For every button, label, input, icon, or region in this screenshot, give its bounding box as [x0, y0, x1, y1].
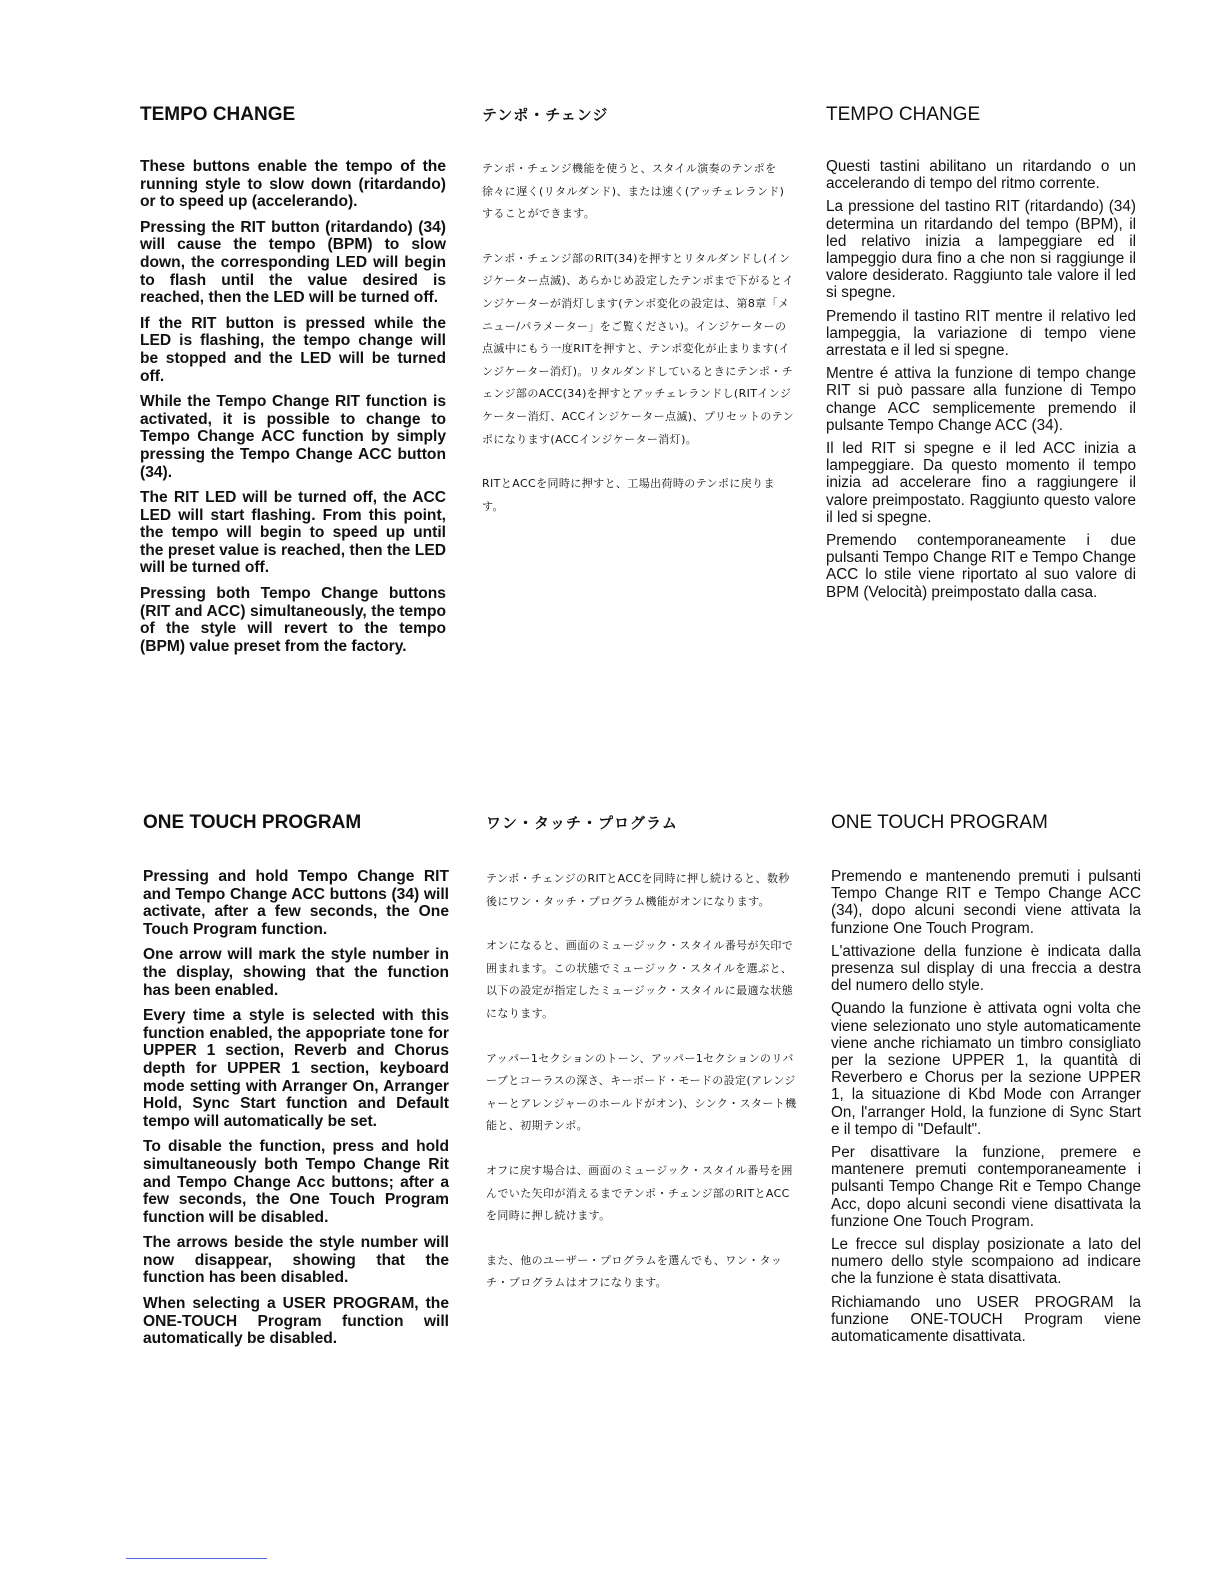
- paragraph: RITとACCを同時に押すと、工場出荷時のテンポに戻ります。: [482, 477, 775, 513]
- paragraph: テンポ・チェンジ部のRIT(34)を押すとリタルダンドし(インジケーター点滅)、あらかじめ設定したテンポまで下がるとインジケーターが消灯します(テンポ変化の設定は、第8章「メニュー/パラメーター」をご覧ください)。インジケーターの点滅中にもう一度RITを押すと、テンポ変化が止まります(インジケーター消灯)。リタルダンドしているときにテンポ・チェンジ部のACC(34)を押すとアッチェレランドし(RITインジケーター消灯、ACCインジケーター点滅)、プリセットのテンポになります(ACCインジケーター消灯)。: [482, 251, 794, 446]
- paragraph: Premendo contemporaneamente i due pulsanti Tempo Change RIT e Tempo Change ACC lo stile viene riportato al suo valore di BPM (Velocità) preimpostato dalla casa.: [826, 532, 1136, 601]
- tempo-change-japanese-column: [482, 100, 794, 540]
- paragraph: Questi tastini abilitano un ritardando o un accelerando di tempo del ritmo corrente.: [826, 158, 1136, 193]
- paragraph: These buttons enable the tempo of the running style to slow down (ritardando) or to speed up (accelerando).: [140, 158, 446, 211]
- one-touch-italian-column: [831, 808, 1141, 1351]
- paragraph: Premendo il tastino RIT mentre il relativo led lampeggia, la variazione di tempo viene arrestata e il led si spegne.: [826, 307, 1136, 360]
- paragraph: The RIT LED will be turned off, the ACC LED will start flashing. From this point, the tempo will begin to speed up until the preset value is reached, then the LED will be turned off.: [140, 489, 446, 577]
- section-heading: TEMPO CHANGE: [826, 104, 981, 125]
- section-heading: ONE TOUCH PROGRAM: [831, 812, 1048, 833]
- tempo-change-italian-column: [826, 100, 1136, 607]
- section-heading: テンポ・チェンジ: [482, 106, 609, 124]
- column-body: [482, 158, 794, 518]
- paragraph: While the Tempo Change RIT function is activated, it is possible to change to Tempo Change ACC function by simply pressing the Tempo Change ACC button (34).: [140, 393, 446, 481]
- paragraph: Premendo e mantenendo premuti i pulsanti Tempo Change RIT e Tempo Change ACC (34), dopo alcuni secondi viene attivata la funzione One Touch Program.: [831, 868, 1141, 937]
- section-heading: ONE TOUCH PROGRAM: [143, 812, 362, 833]
- column-body: [143, 868, 449, 1348]
- paragraph: テンポ・チェンジ機能を使うと、スタイル演奏のテンポを徐々に遅く(リタルダンド)、または速く(アッチェレランド)することができます。: [482, 162, 785, 221]
- paragraph: アッパー1セクションのトーン、アッパー1セクションのリバーブとコーラスの深さ、キーボード・モードの設定(アレンジャーとアレンジャーのホールドがオン)、シンク・スタート機能と、初期テンポ。: [486, 1051, 797, 1133]
- paragraph: One arrow will mark the style number in the display, showing that the function has been enabled.: [143, 946, 449, 999]
- one-touch-english-column: [143, 808, 449, 1356]
- paragraph: Mentre é attiva la funzione di tempo change RIT si può passare alla funzione di Tempo change ACC semplicemente premendo il pulsante Tempo Change ACC (34).: [826, 365, 1136, 434]
- paragraph: Every time a style is selected with this function enabled, the appopriate tone for UPPER 1 section, Reverb and Chorus depth for UPPER 1 section, keyboard mode setting with Arranger On, Arranger Hold, Sync Start function and Default tempo will automatically be set.: [143, 1007, 449, 1130]
- paragraph: テンポ・チェンジのRITとACCを同時に押し続けると、数秒後にワン・タッチ・プログラム機能がオンになります。: [486, 872, 790, 908]
- column-body: [486, 868, 798, 1295]
- column-body: [826, 158, 1136, 601]
- paragraph: オンになると、画面のミュージック・スタイル番号が矢印で囲まれます。この状態でミュージック・スタイルを選ぶと、以下の設定が指定したミュージック・スタイルに最適な状態になります。: [486, 939, 794, 1020]
- column-body: [831, 868, 1141, 1345]
- paragraph: Per disattivare la funzione, premere e mantenere premuti contemporaneamente i pulsanti Tempo Change Rit e Tempo Change Acc, dopo alcuni secondi viene disattivata la funzione One Touch Program.: [831, 1144, 1141, 1230]
- section-heading: ワン・タッチ・プログラム: [486, 814, 678, 832]
- paragraph: Quando la funzione è attivata ogni volta che viene selezionato uno style automaticamente viene anche richiamato un timbro consigliato per la sezione UPPER 1, la quantità di Reverbero e Chorus per la sezione UPPER 1, la situazione di Kbd Mode con Arranger On, l'arranger Hold, la funzione di Sync Start e il tempo di "Default".: [831, 1000, 1141, 1138]
- paragraph: また、他のユーザー・プログラムを選んでも、ワン・タッチ・プログラムはオフになります。: [486, 1253, 783, 1290]
- paragraph: Pressing the RIT button (ritardando) (34) will cause the tempo (BPM) to slow down, the corresponding LED will begin to flash until the value desired is reached, then the LED will be turned off.: [140, 218, 446, 307]
- tempo-change-english-column: [140, 100, 446, 663]
- one-touch-japanese-column: [486, 808, 798, 1317]
- paragraph: L'attivazione della funzione è indicata dalla presenza sul display di una freccia a destra del numero dello style.: [831, 942, 1141, 995]
- paragraph: Le frecce sul display posizionate a lato del numero dello style scompaiono ad indicare che la funzione è stata disattivata.: [831, 1236, 1141, 1288]
- paragraph: Pressing and hold Tempo Change RIT and Tempo Change ACC buttons (34) will activate, after a few seconds, the One Touch Program function.: [143, 868, 449, 938]
- paragraph: Richiamando uno USER PROGRAM la funzione ONE-TOUCH Program viene automaticamente disattivata.: [831, 1293, 1141, 1346]
- paragraph: The arrows beside the style number will now disappear, showing that the function has been disabled.: [143, 1234, 449, 1287]
- paragraph: If the RIT button is pressed while the LED is flashing, the tempo change will be stopped and the LED will be turned off.: [140, 314, 446, 385]
- paragraph: To disable the function, press and hold simultaneously both Tempo Change Rit and Tempo Change Acc buttons; after a few seconds, the One Touch Program function will be disabled.: [143, 1138, 449, 1226]
- paragraph: Pressing both Tempo Change buttons (RIT and ACC) simultaneously, the tempo of the style will revert to the tempo (BPM) value preset from the factory.: [140, 585, 446, 655]
- paragraph: Il led RIT si spegne e il led ACC inizia a lampeggiare. Da questo momento il tempo inizia ad accelerare fino a raggiungere il valore preimpostato. Raggiunto questo valore il led si spegne.: [826, 440, 1136, 526]
- paragraph: La pressione del tastino RIT (ritardando) (34) determina un ritardando del tempo (BPM), il led relativo inizia a lampeggiare ed il lampeggio dura fino a che non si raggiunge il valore desiderato. Raggiunto tale valore il led si spegne.: [826, 198, 1136, 302]
- section-heading: TEMPO CHANGE: [140, 104, 296, 125]
- column-body: [140, 158, 446, 655]
- footer-divider: [126, 1558, 267, 1559]
- paragraph: When selecting a USER PROGRAM, the ONE-TOUCH Program function will automatically be disabled.: [143, 1295, 449, 1348]
- paragraph: オフに戻す場合は、画面のミュージック・スタイル番号を囲んでいた矢印が消えるまでテンポ・チェンジ部のRITとACCを同時に押し続けます。: [486, 1163, 793, 1223]
